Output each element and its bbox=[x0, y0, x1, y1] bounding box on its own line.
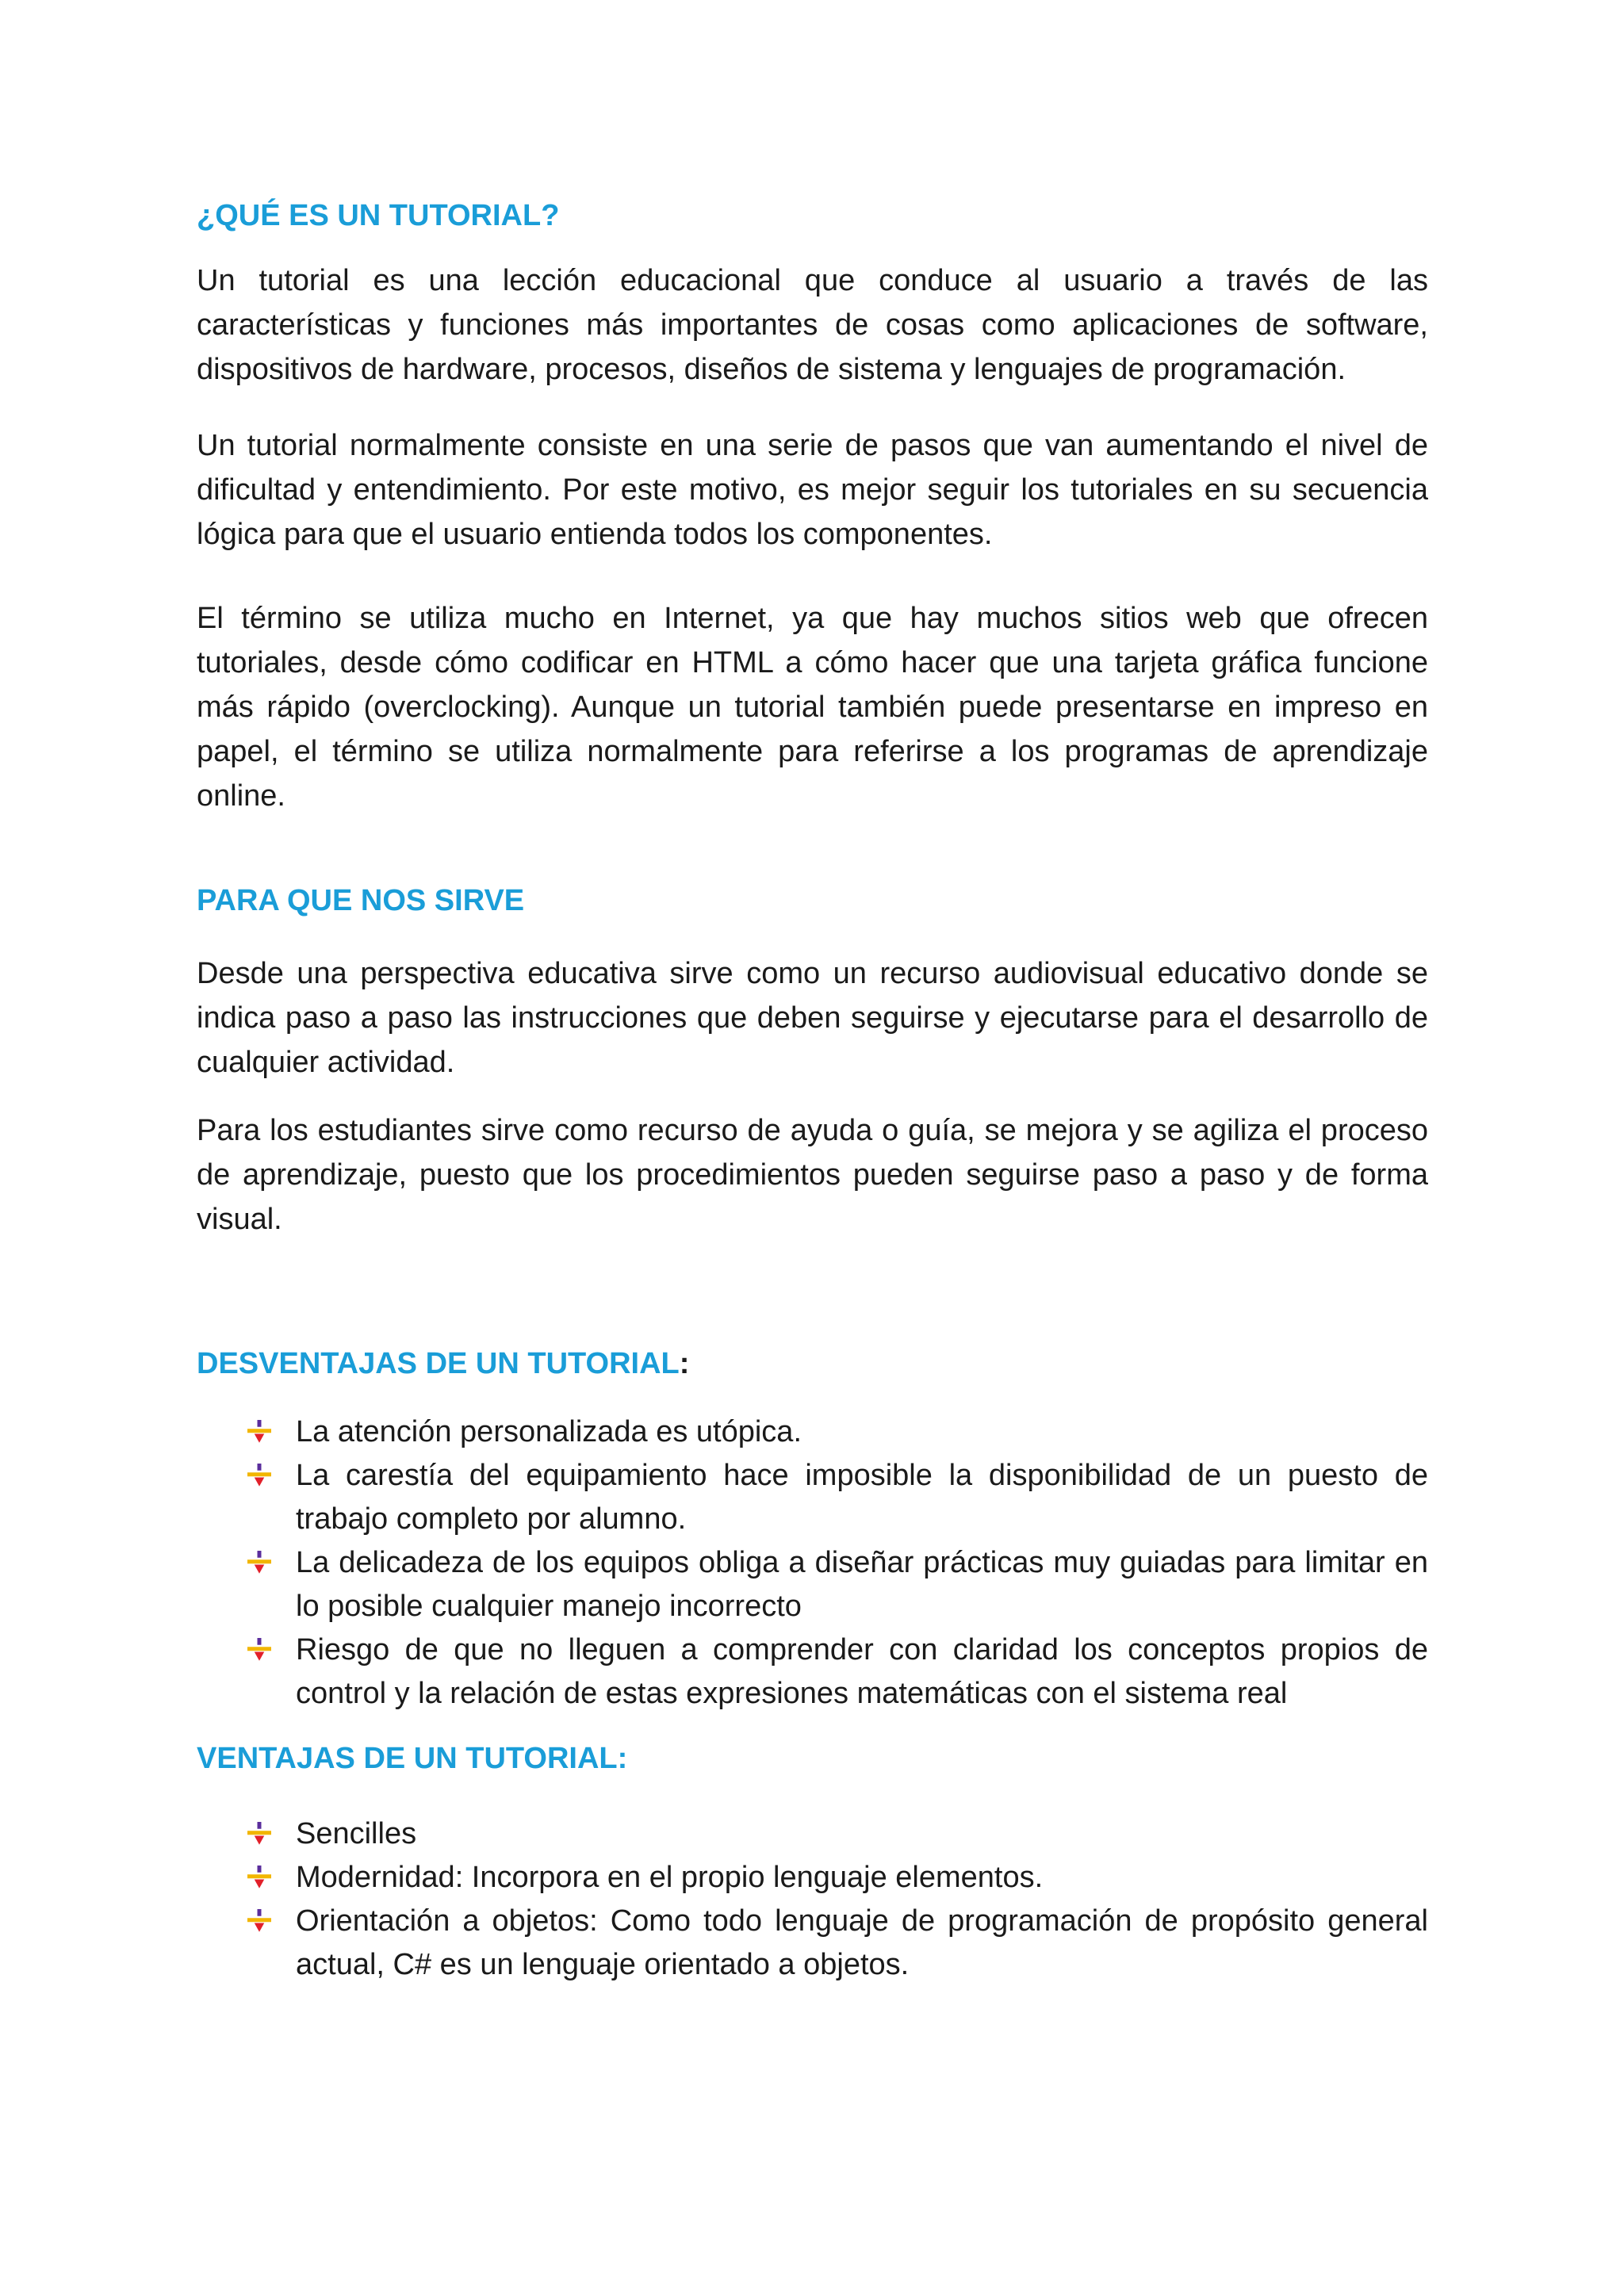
paragraph-internet: El término se utiliza mucho en Internet, ya que hay muchos sitios web que ofrecen tutoriales, desde cómo codificar en HTML a cómo hacer que una tarjeta gráfica funcione más rápido (overclocking). Aunque un tutorial también puede presentarse en impreso en papel, el término se utiliza normalmente para referirse a los programas de aprendizaje online. bbox=[197, 602, 1428, 813]
arrow-down-bullet-icon bbox=[247, 1909, 271, 1933]
list-item bbox=[197, 1454, 1428, 1541]
heading-desventajas bbox=[197, 1345, 1428, 1383]
ventajas-list bbox=[197, 1812, 1428, 1987]
list-item-text: Sencilles bbox=[296, 1817, 417, 1850]
heading-desventajas-text: DESVENTAJAS DE UN TUTORIAL bbox=[197, 1347, 680, 1380]
arrow-down-bullet-icon bbox=[247, 1551, 271, 1575]
heading-ventajas: VENTAJAS DE UN TUTORIAL: bbox=[197, 1742, 628, 1775]
paragraph-estudiantes: Para los estudiantes sirve como recurso de ayuda o guía, se mejora y se agiliza el proceso de aprendizaje, puesto que los procedimientos pueden seguirse paso a paso y de forma visual. bbox=[197, 1114, 1428, 1236]
list-item bbox=[197, 1812, 1428, 1856]
list-item-text: La carestía del equipamiento hace imposible la disponibilidad de un puesto de trabajo completo por alumno. bbox=[296, 1459, 1428, 1536]
paragraph-perspectiva-educativa: Desde una perspectiva educativa sirve como un recurso audiovisual educativo donde se indica paso a paso las instrucciones que deben seguirse y ejecutarse para el desarrollo de cualquier actividad. bbox=[197, 957, 1428, 1079]
list-item-text: Riesgo de que no lleguen a comprender con claridad los conceptos propios de control y la relación de estas expresiones matemáticas con el sistema real bbox=[296, 1633, 1428, 1710]
arrow-down-bullet-icon bbox=[247, 1420, 271, 1444]
list-item bbox=[197, 1410, 1428, 1454]
list-item-text: La atención personalizada es utópica. bbox=[296, 1415, 802, 1448]
heading-para-que-nos-sirve: PARA QUE NOS SIRVE bbox=[197, 884, 525, 917]
paragraph-pasos: Un tutorial normalmente consiste en una serie de pasos que van aumentando el nivel de dificultad y entendimiento. Por este motivo, es mejor seguir los tutoriales en su secuencia lógica para que el usuario entienda todos los componentes. bbox=[197, 429, 1428, 551]
paragraph-definicion: Un tutorial es una lección educacional que conduce al usuario a través de las características y funciones más importantes de cosas como aplicaciones de software, dispositivos de hardware, procesos, diseños de sistema y lenguajes de programación. bbox=[197, 264, 1428, 386]
heading-desventajas-colon: : bbox=[679, 1347, 690, 1380]
heading-que-es-un-tutorial: ¿QUÉ ES UN TUTORIAL? bbox=[197, 199, 560, 232]
list-item-text: La delicadeza de los equipos obliga a diseñar prácticas muy guiadas para limitar en lo posible cualquier manejo incorrecto bbox=[296, 1546, 1428, 1623]
list-item-text: Orientación a objetos: Como todo lenguaje de programación de propósito general actual, C# es un lenguaje orientado a objetos. bbox=[296, 1904, 1428, 1981]
arrow-down-bullet-icon bbox=[247, 1464, 271, 1487]
arrow-down-bullet-icon bbox=[247, 1638, 271, 1662]
list-item-text: Modernidad: Incorpora en el propio lenguaje elementos. bbox=[296, 1861, 1044, 1894]
arrow-down-bullet-icon bbox=[247, 1822, 271, 1846]
list-item bbox=[197, 1900, 1428, 1987]
list-item bbox=[197, 1541, 1428, 1628]
arrow-down-bullet-icon bbox=[247, 1866, 271, 1889]
desventajas-list bbox=[197, 1410, 1428, 1716]
list-item bbox=[197, 1856, 1428, 1900]
list-item bbox=[197, 1628, 1428, 1716]
